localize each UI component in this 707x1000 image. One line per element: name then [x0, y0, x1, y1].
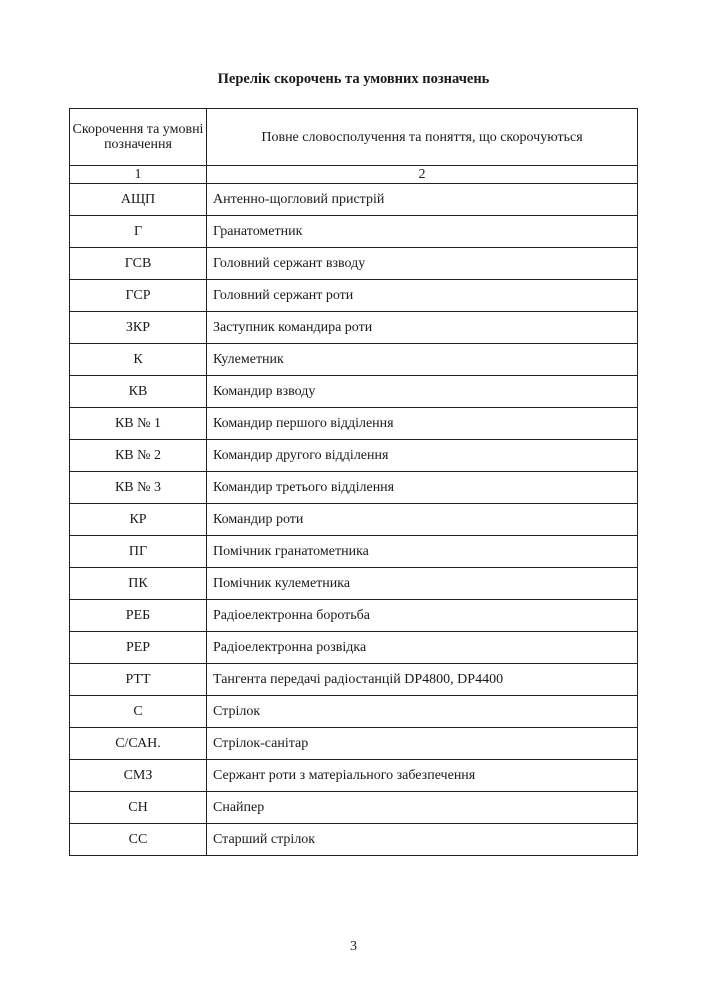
full-term-cell: Командир третього відділення: [207, 472, 638, 504]
full-term-cell: Командир першого відділення: [207, 408, 638, 440]
full-term-cell: Антенно-щогловий пристрій: [207, 184, 638, 216]
full-term-cell: Стрілок: [207, 696, 638, 728]
full-term-cell: Кулеметник: [207, 344, 638, 376]
abbreviation-cell: РТТ: [70, 664, 207, 696]
table-row: [70, 664, 638, 696]
abbreviation-cell: КВ № 1: [70, 408, 207, 440]
abbreviations-table: [69, 108, 638, 856]
full-term-cell: Помічник гранатометника: [207, 536, 638, 568]
table-row: [70, 184, 638, 216]
full-term-cell: Старший стрілок: [207, 824, 638, 856]
full-term-cell: Командир взводу: [207, 376, 638, 408]
full-term-cell: Командир другого відділення: [207, 440, 638, 472]
abbreviation-cell: СС: [70, 824, 207, 856]
table-row: [70, 536, 638, 568]
table-row: [70, 216, 638, 248]
table-row: [70, 632, 638, 664]
table-row: [70, 248, 638, 280]
full-term-cell: Заступник командира роти: [207, 312, 638, 344]
table-row: [70, 504, 638, 536]
full-term-cell: Командир роти: [207, 504, 638, 536]
header-full-term: Повне словосполучення та поняття, що скорочуються: [207, 109, 638, 166]
table-row: [70, 312, 638, 344]
table-row: [70, 280, 638, 312]
table-row: [70, 760, 638, 792]
abbreviation-cell: КВ № 2: [70, 440, 207, 472]
abbreviation-cell: Г: [70, 216, 207, 248]
table-body: [70, 184, 638, 856]
column-number-1: 1: [70, 166, 207, 184]
full-term-cell: Сержант роти з матеріального забезпечення: [207, 760, 638, 792]
abbreviation-cell: ПК: [70, 568, 207, 600]
abbreviation-cell: АЩП: [70, 184, 207, 216]
abbreviation-cell: КР: [70, 504, 207, 536]
full-term-cell: Гранатометник: [207, 216, 638, 248]
column-number-2: 2: [207, 166, 638, 184]
table-row: [70, 440, 638, 472]
full-term-cell: Тангента передачі радіостанцій DP4800, DP4400: [207, 664, 638, 696]
table-row: [70, 568, 638, 600]
full-term-cell: Головний сержант взводу: [207, 248, 638, 280]
header-abbreviation: Скорочення та умовні позначення: [70, 109, 207, 166]
abbreviation-cell: ЗКР: [70, 312, 207, 344]
abbreviation-cell: ПГ: [70, 536, 207, 568]
abbreviation-cell: СН: [70, 792, 207, 824]
page-title: Перелік скорочень та умовних позначень: [217, 71, 490, 87]
table-header-row: [70, 109, 638, 166]
abbreviation-cell: КВ № 3: [70, 472, 207, 504]
abbreviation-cell: ГСВ: [70, 248, 207, 280]
abbreviation-cell: РЕР: [70, 632, 207, 664]
abbreviation-cell: КВ: [70, 376, 207, 408]
full-term-cell: Стрілок-санітар: [207, 728, 638, 760]
table-row: [70, 728, 638, 760]
column-number-row: [70, 166, 638, 184]
table-row: [70, 376, 638, 408]
full-term-cell: Радіоелектронна боротьба: [207, 600, 638, 632]
abbreviation-cell: ГСР: [70, 280, 207, 312]
abbreviation-cell: РЕБ: [70, 600, 207, 632]
table-row: [70, 344, 638, 376]
full-term-cell: Радіоелектронна розвідка: [207, 632, 638, 664]
page-number: 3: [350, 939, 357, 954]
full-term-cell: Помічник кулеметника: [207, 568, 638, 600]
full-term-cell: Снайпер: [207, 792, 638, 824]
table-row: [70, 792, 638, 824]
abbreviation-cell: С: [70, 696, 207, 728]
abbreviation-cell: СМЗ: [70, 760, 207, 792]
abbreviation-cell: С/САН.: [70, 728, 207, 760]
table-row: [70, 824, 638, 856]
table-row: [70, 408, 638, 440]
full-term-cell: Головний сержант роти: [207, 280, 638, 312]
table-row: [70, 600, 638, 632]
table-row: [70, 472, 638, 504]
abbreviation-cell: К: [70, 344, 207, 376]
table-row: [70, 696, 638, 728]
